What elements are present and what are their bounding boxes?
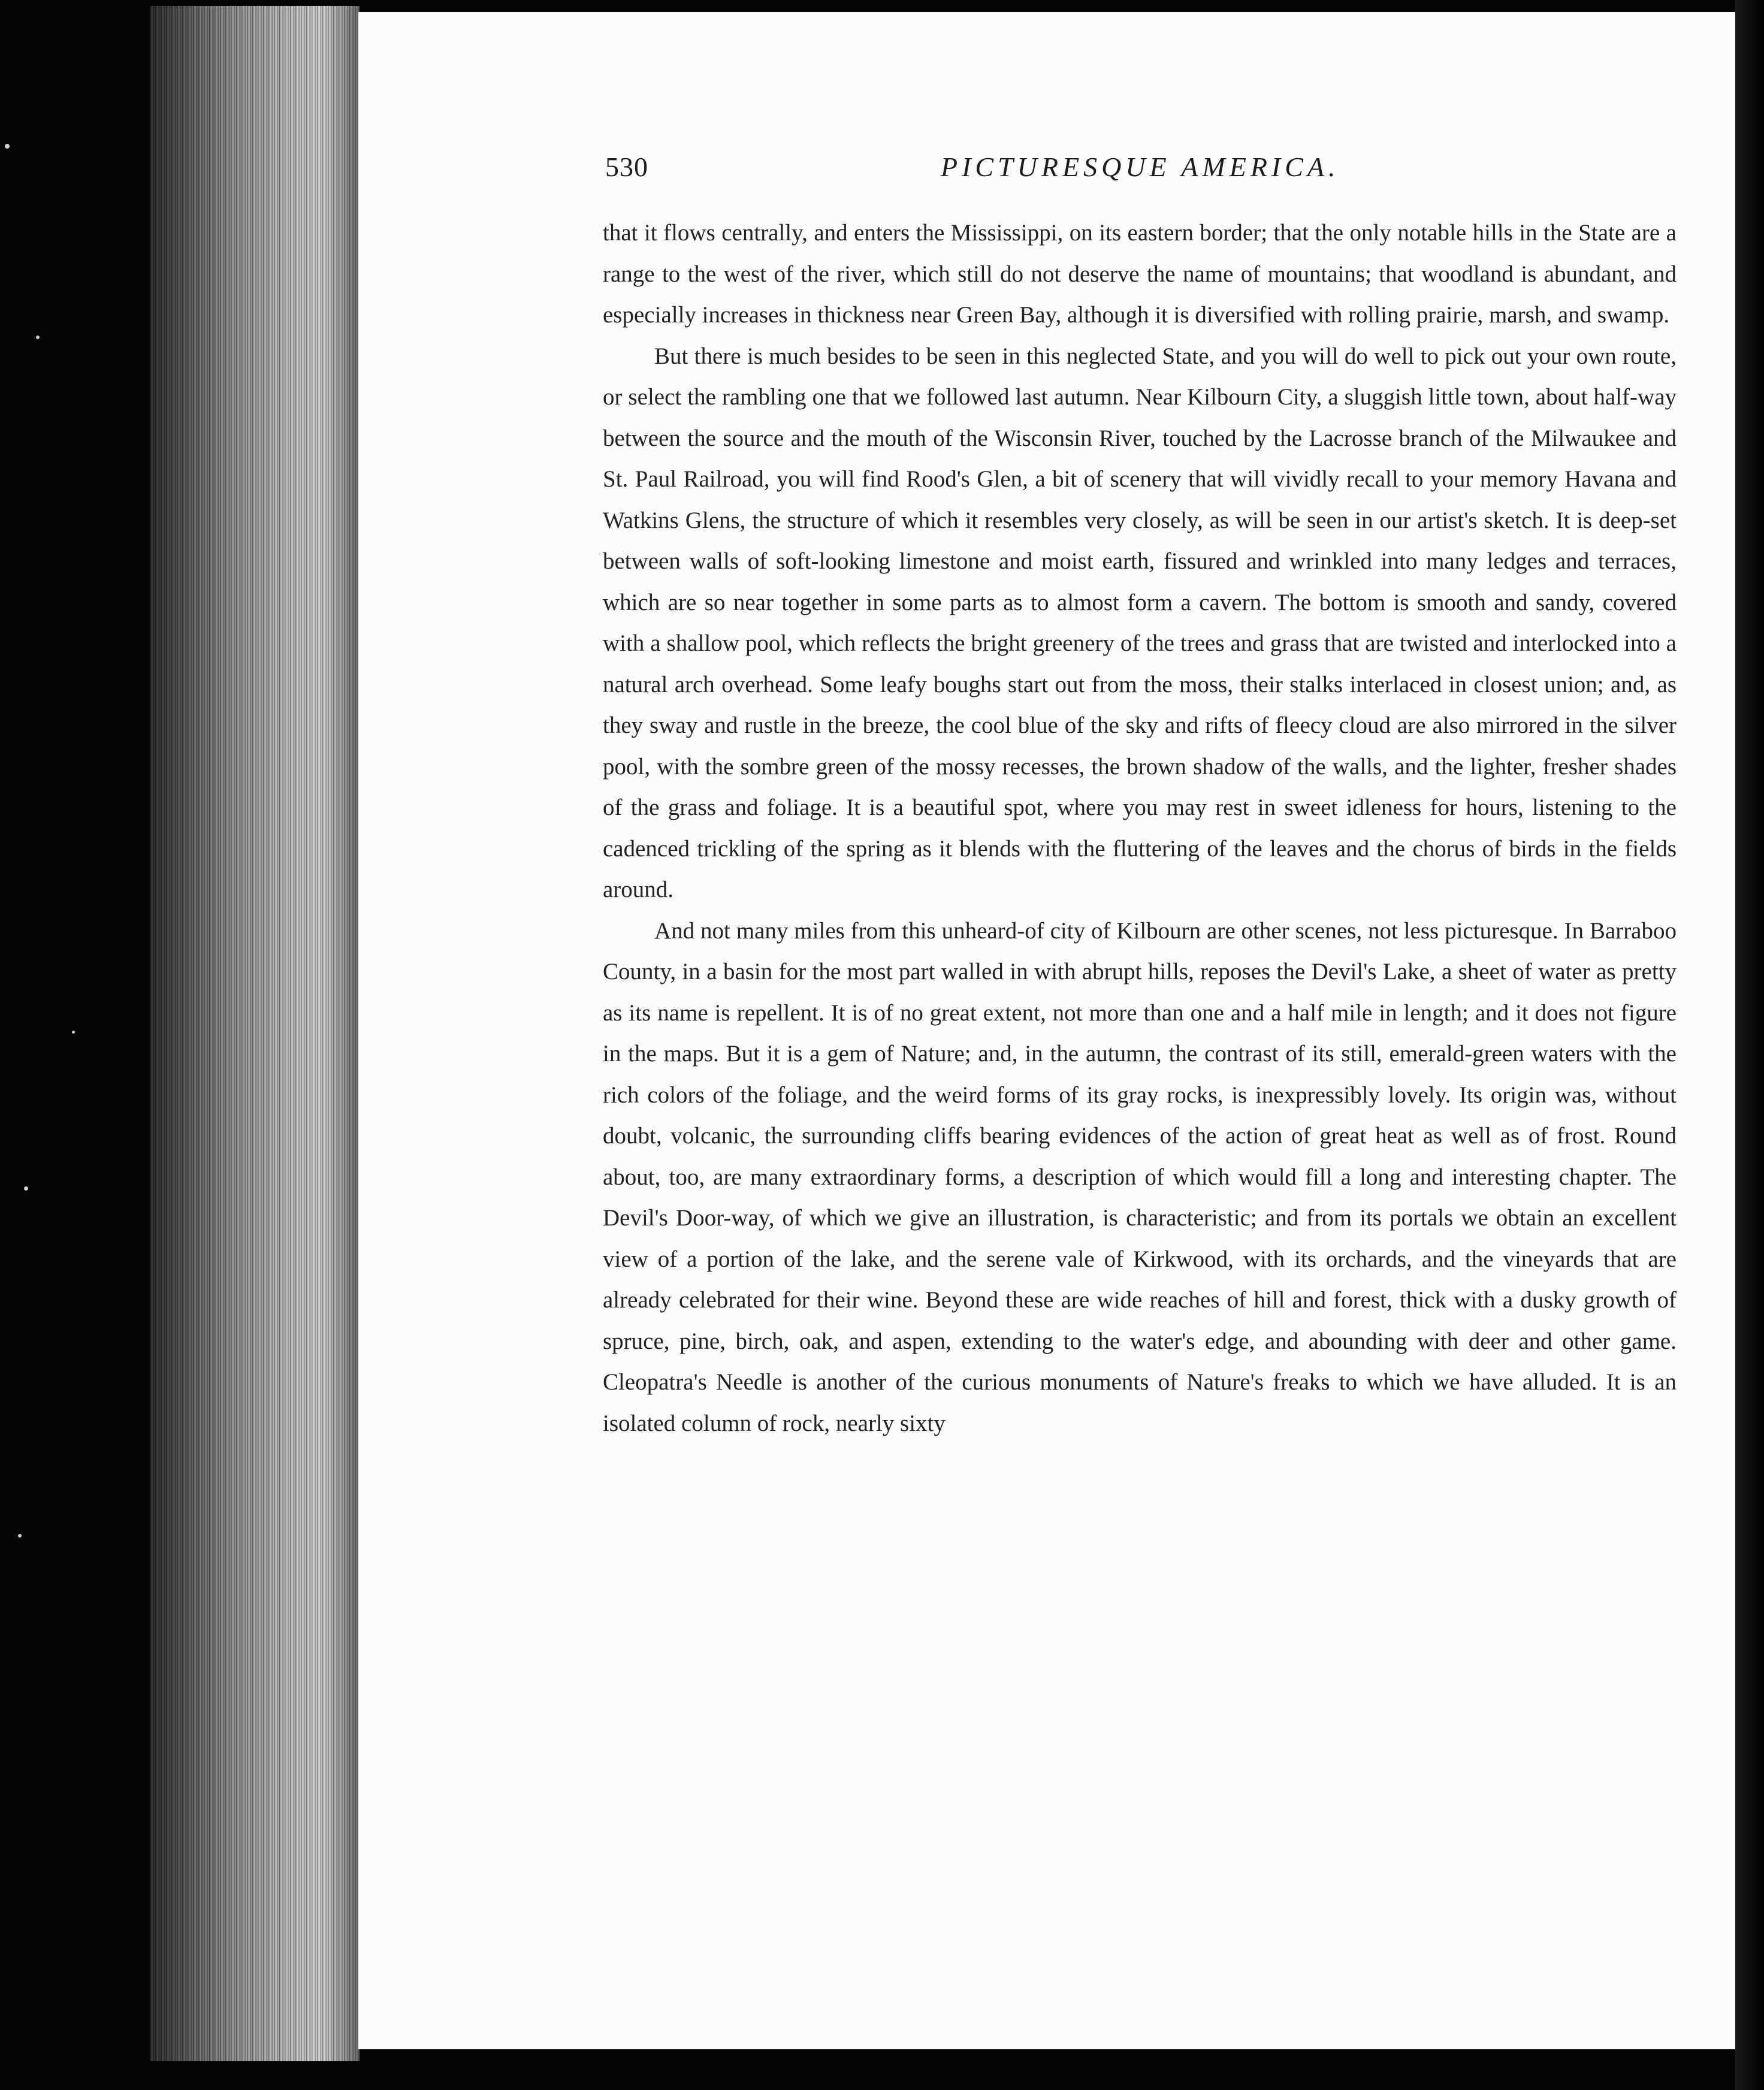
dust-speck [24, 1186, 28, 1191]
dust-speck [5, 144, 10, 149]
page-header [605, 151, 1678, 187]
paragraph: But there is much besides to be seen in this neglected State, and you will do well to pick out your own route, or select the rambling one that we followed last autumn. Near Kilbourn City, a sluggish little town, about half-way between the source and the mouth of the Wisconsin River, touched by the Lacrosse branch of the Milwaukee and St. Paul Railroad, you will find Rood's Glen, a bit of scenery that will vividly recall to your memory Havana and Watkins Glens, the structure of which it resembles very closely, as will be seen in our artist's sketch. It is deep-set between walls of soft-looking limestone and moist earth, fissured and wrinkled into many ledges and terraces, which are so near together in some parts as to almost form a cavern. The bottom is smooth and sandy, covered with a shallow pool, which reflects the bright greenery of the trees and grass that are twisted and interlocked into a natural arch overhead. Some leafy boughs start out from the moss, their stalks interlaced in closest union; and, as they sway and rustle in the breeze, the cool blue of the sky and rifts of fleecy cloud are also mirrored in the silver pool, with the sombre green of the mossy recesses, the brown shadow of the walls, and the lighter, fresher shades of the grass and foliage. It is a beautiful spot, where you may rest in sweet idleness for hours, listening to the cadenced trickling of the spring as it blends with the fluttering of the leaves and the chorus of birds in the fields around. [603, 343, 1677, 902]
paragraph: And not many miles from this unheard-of city of Kilbourn are other scenes, not less picturesque. In Barraboo County, in a basin for the most part walled in with abrupt hills, reposes the Devil's Lake, a sheet of water as pretty as its name is repellent. It is of no great extent, not more than one and a half mile in length; and it does not figure in the maps. But it is a gem of Nature; and, in the autumn, the contrast of its still, emerald-green waters with the rich colors of the foliage, and the weird forms of its gray rocks, is inexpressibly lovely. Its origin was, without doubt, volcanic, the surrounding cliffs bearing evidences of the action of great heat as well as of frost. Round about, too, are many extraordinary forms, a description of which would fill a long and interesting chapter. The Devil's Door-way, of which we give an illustration, is characteristic; and from its portals we obtain an excellent view of a portion of the lake, and the serene vale of Kirkwood, with its orchards, and the vineyards that are already celebrated for their wine. Beyond these are wide reaches of hill and forest, thick with a dusky growth of spruce, pine, birch, oak, and aspen, extending to the water's edge, and abounding with deer and other game. Cleopatra's Needle is another of the curious monuments of Nature's freaks to which we have alluded. It is an isolated column of rock, nearly sixty [603, 917, 1677, 1436]
dust-speck [36, 336, 40, 339]
page-number: 530 [605, 152, 648, 182]
paragraph: that it flows centrally, and enters the Mississippi, on its eastern border; that the only notable hills in the State are a range to the west of the river, which still do not deserve the name of mountains; that woodland is abundant, and especially increases in thickness near Green Bay, although it is diversified with rolling prairie, marsh, and swamp. [603, 220, 1677, 328]
dust-speck [72, 1031, 75, 1034]
running-head: PICTURESQUE AMERICA. [941, 152, 1340, 182]
body-text [603, 213, 1677, 1444]
gutter-shadow [321, 6, 360, 2061]
right-page-edge [1735, 0, 1764, 2090]
dust-speck [18, 1534, 22, 1538]
